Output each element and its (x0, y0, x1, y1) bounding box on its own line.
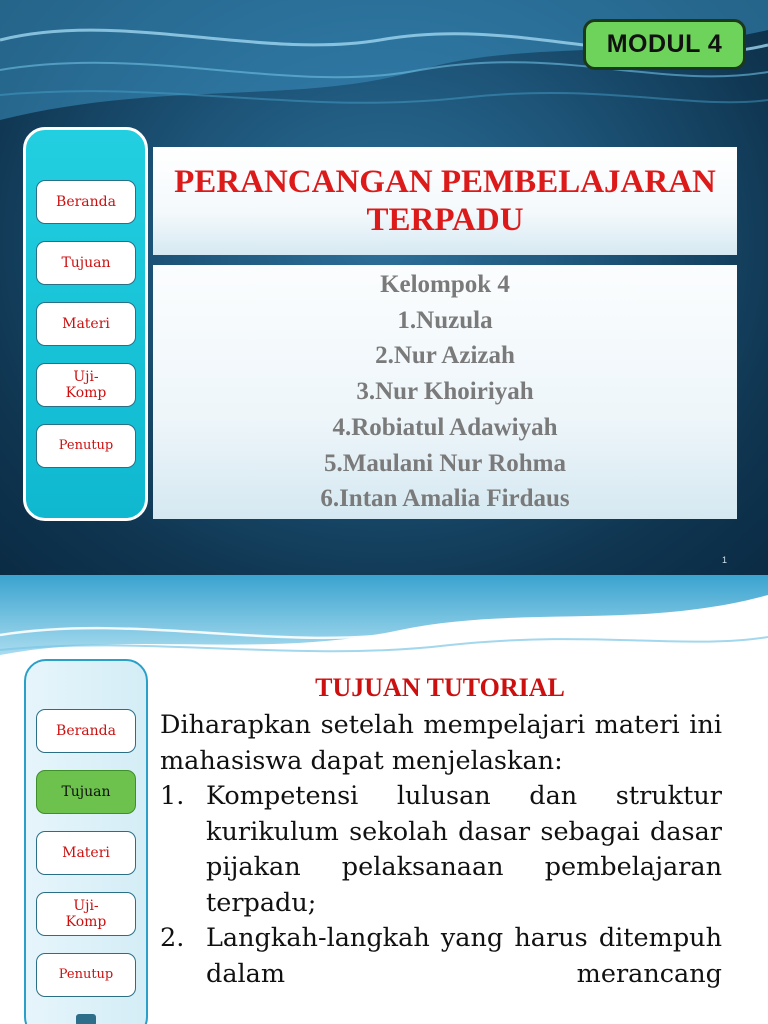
module-badge: MODUL 4 (583, 19, 746, 70)
member-item: 6.Intan Amalia Firdaus (320, 485, 570, 513)
section-heading: TUJUAN TUTORIAL (315, 673, 565, 702)
objectives-text (160, 708, 722, 992)
navigation-panel (24, 659, 148, 1024)
nav-uji-komp-button[interactable]: Uji-Komp (36, 363, 136, 407)
home-icon[interactable] (76, 1014, 96, 1024)
title-line-2: TERPADU (366, 202, 524, 238)
list-item (160, 779, 722, 921)
nav-uji-komp-button[interactable]: Uji-Komp (36, 892, 136, 936)
member-item: 2.Nur Azizah (375, 342, 515, 370)
nav-tujuan-button[interactable]: Tujuan (36, 770, 136, 814)
nav-penutup-button[interactable]: Penutup (36, 953, 136, 997)
group-members-box (153, 265, 737, 519)
group-label: Kelompok 4 (380, 271, 510, 298)
nav-penutup-button[interactable]: Penutup (36, 424, 136, 468)
nav-materi-button[interactable]: Materi (36, 302, 136, 346)
intro-paragraph: Diharapkan setelah mempelajari materi ini mahasiswa dapat menjelaskan: (160, 710, 722, 776)
member-item: 5.Maulani Nur Rohma (324, 449, 566, 477)
list-number: 1. (160, 781, 185, 811)
nav-tujuan-button[interactable]: Tujuan (36, 241, 136, 285)
title-box (153, 147, 737, 255)
slide-2 (0, 575, 768, 1024)
member-item: 1.Nuzula (397, 306, 493, 334)
wave-header (0, 575, 768, 665)
member-item: 3.Nur Khoiriyah (356, 378, 534, 406)
list-item (160, 921, 722, 992)
page-number: 1 (722, 555, 728, 565)
nav-materi-button[interactable]: Materi (36, 831, 136, 875)
navigation-panel (23, 127, 148, 521)
list-text: Langkah-langkah yang harus ditempuh dalam merancang (206, 923, 722, 989)
title-line-1: PERANCANGAN PEMBELAJARAN (174, 164, 716, 200)
nav-beranda-button[interactable]: Beranda (36, 709, 136, 753)
member-item: 4.Robiatul Adawiyah (332, 413, 558, 441)
list-number: 2. (160, 923, 185, 953)
nav-beranda-button[interactable]: Beranda (36, 180, 136, 224)
list-text: Kompetensi lulusan dan struktur kurikulum sekolah dasar sebagai dasar pijakan pelaksanaan pembelajaran terpadu; (206, 781, 722, 918)
page-title (165, 163, 725, 239)
